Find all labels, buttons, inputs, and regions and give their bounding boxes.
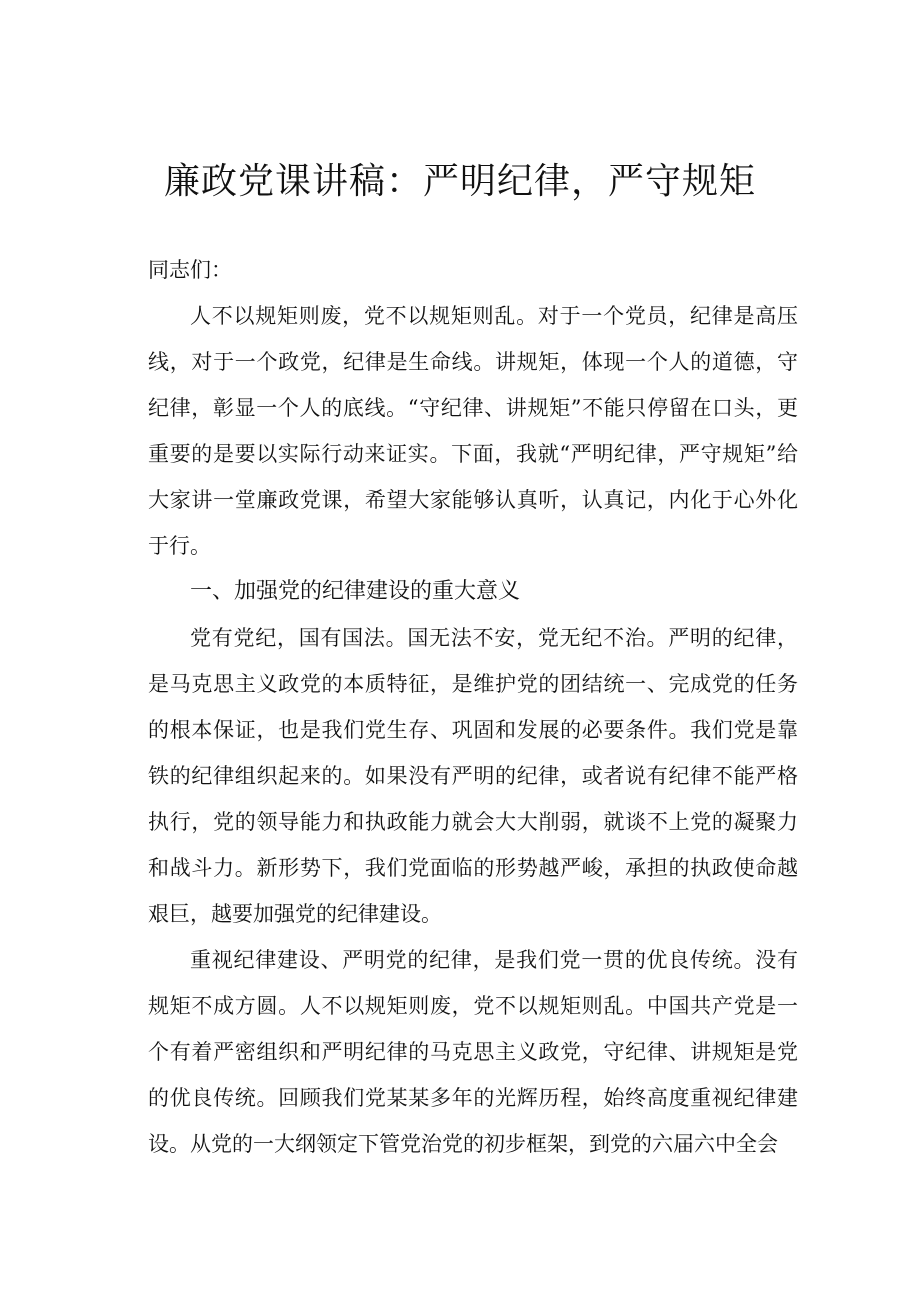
document-body [148, 247, 798, 1167]
body-paragraph: 党有党纪，国有国法。国无法不安，党无纪不治。严明的纪律，是马克思主义政党的本质特征，是维护党的团结统一、完成党的任务的根本保证，也是我们党生存、巩固和发展的必要条件。我们党是靠铁的纪律组织起来的。如果没有严明的纪律，或者说有纪律不能严格执行，党的领导能力和执政能力就会大大削弱，就谈不上党的凝聚力和战斗力。新形势下，我们党面临的形势越严峻，承担的执政使命越艰巨，越要加强党的纪律建设。 [148, 626, 798, 926]
intro-paragraph: 人不以规矩则废，党不以规矩则乱。对于一个党员，纪律是高压线，对于一个政党，纪律是生命线。讲规矩，体现一个人的道德，守纪律，彰显一个人的底线。“守纪律、讲规矩”不能只停留在口头，更重要的是要以实际行动来证实。下面，我就“严明纪律，严守规矩”给大家讲一堂廉政党课，希望大家能够认真听，认真记，内化于心外化于行。 [148, 304, 798, 558]
document-title: 廉政党课讲稿：严明纪律，严守规矩 [163, 161, 756, 202]
section-heading: 一、加强党的纪律建设的重大意义 [190, 579, 521, 604]
body-paragraph: 重视纪律建设、严明党的纪律，是我们党一贯的优良传统。没有规矩不成方圆。人不以规矩则废，党不以规矩则乱。中国共产党是一个有着严密组织和严明纪律的马克思主义政党，守纪律、讲规矩是党的优良传统。回顾我们党某某多年的光辉历程，始终高度重视纪律建设。从党的一大纲领定下管党治党的初步框架，到党的六届六中全会 [148, 948, 798, 1156]
salutation: 同志们： [148, 258, 232, 282]
